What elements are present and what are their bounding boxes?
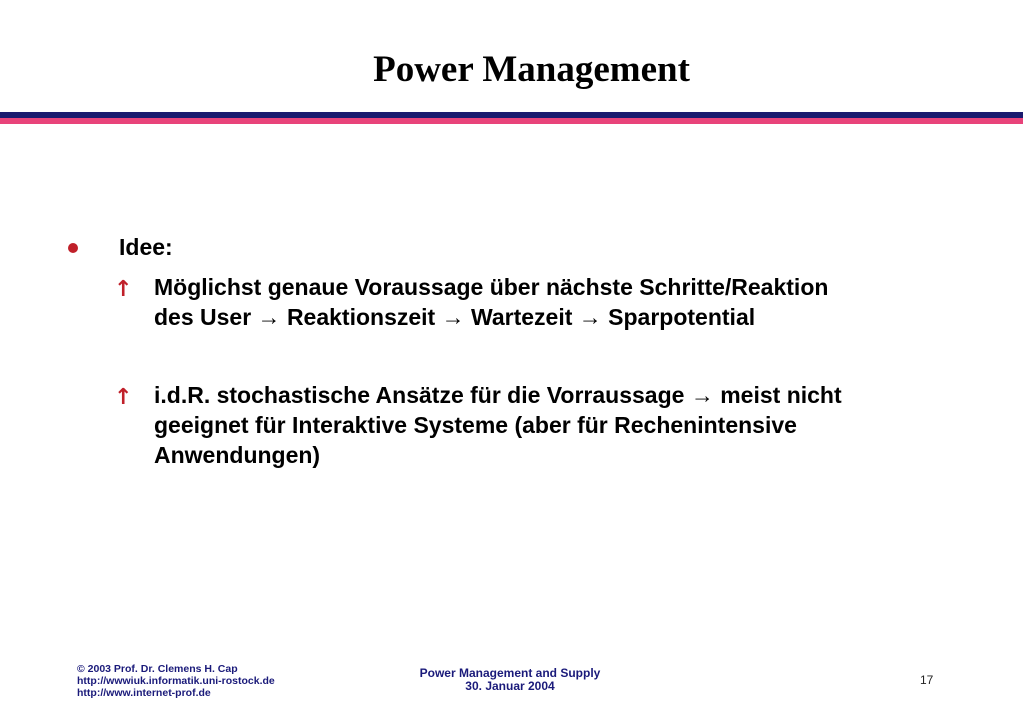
sub-item-2 [114,380,994,470]
sub-item-2-line2: geeignet für Interaktive Systeme (aber für Rechenintensive [154,412,797,438]
arrow-up-icon: ↑ [114,277,133,302]
bullet-label: Idee: [119,234,173,260]
arrow-up-icon: ↑ [114,385,133,410]
slide-title: Power Management [373,49,690,90]
sub-item-1-line1: Möglichst genaue Voraussage über nächste Schritte/Reaktion [154,274,829,300]
footer-course-info [390,667,630,693]
sub-item-2-line3: Anwendungen) [154,442,321,468]
footer-credits [77,663,275,699]
sub-item-1 [114,272,994,332]
footer-url-1[interactable]: http://wwwiuk.informatik.uni-rostock.de [77,675,275,687]
sub-item-2-line1: i.d.R. stochastische Ansätze für die Vorraussage → meist nicht [154,382,842,408]
footer-date: 30. Januar 2004 [465,679,555,693]
footer-url-2[interactable]: http://www.internet-prof.de [77,687,211,699]
page-number: 17 [920,673,934,687]
sub-item-1-line2: des User → Reaktionszeit → Wartezeit → Sparpotential [154,304,756,330]
footer-copyright: © 2003 Prof. Dr. Clemens H. Cap [77,663,238,675]
bullet-dot-icon [68,243,78,253]
footer-course: Power Management and Supply [419,666,601,680]
title-rule-pink [0,118,1023,124]
